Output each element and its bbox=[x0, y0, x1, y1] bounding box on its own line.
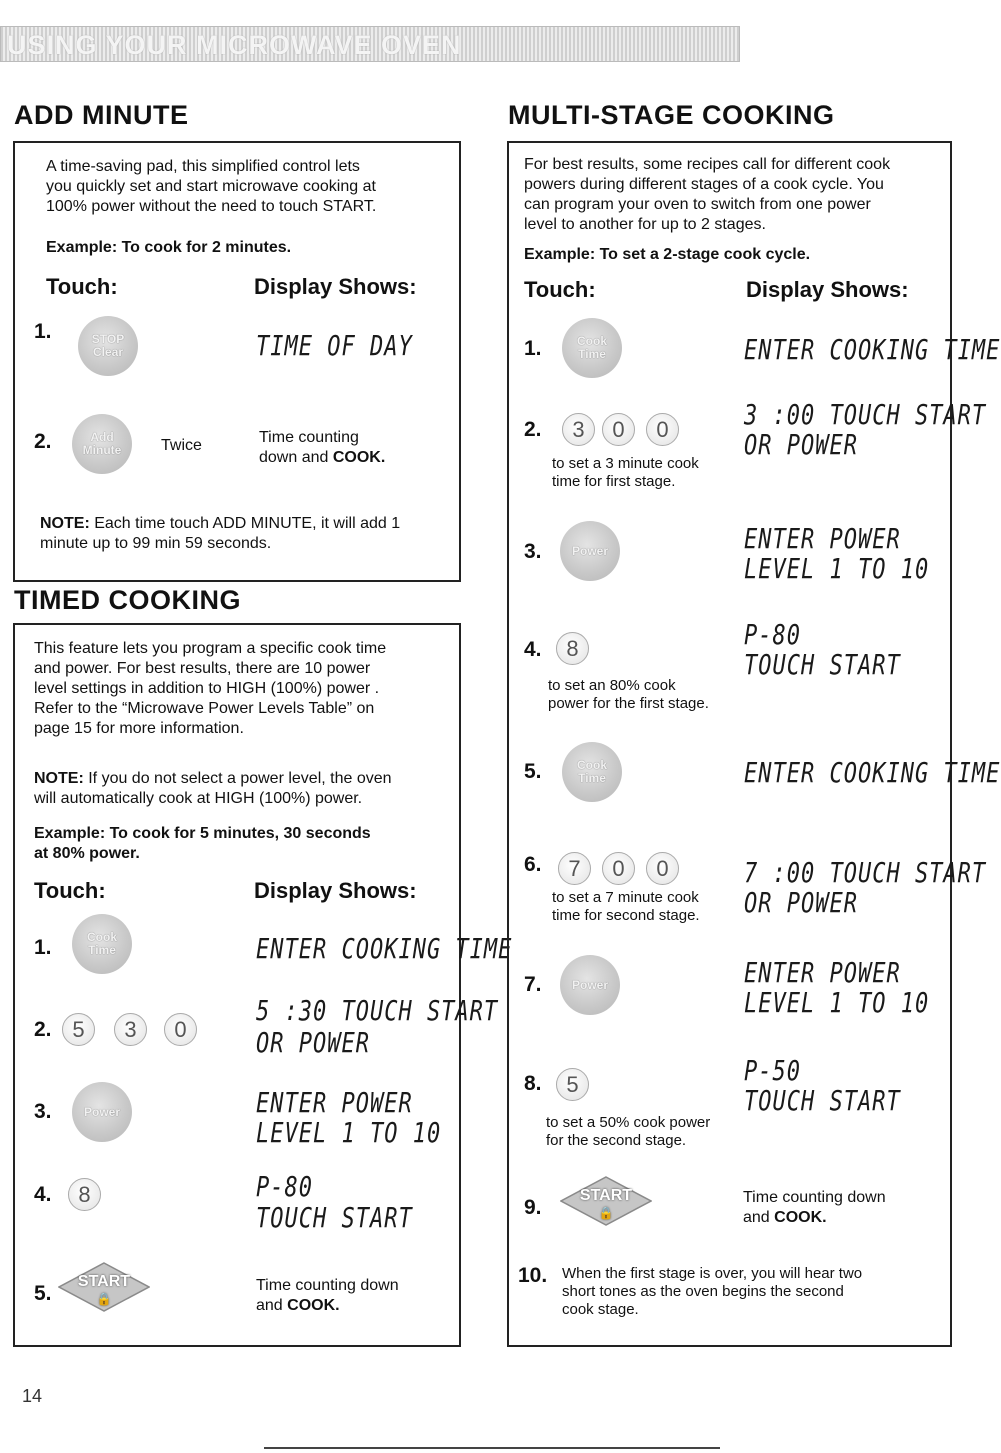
intro-line: For best results, some recipes call for different cook bbox=[524, 156, 891, 173]
pad-label: Minute bbox=[82, 443, 122, 457]
pad-label: Power bbox=[571, 977, 608, 992]
step-number: 7. bbox=[524, 973, 542, 996]
caption-line: to set a 3 minute cook bbox=[552, 455, 699, 472]
lcd-display: 7 :00 TOUCH START bbox=[744, 858, 987, 890]
number-key-5[interactable]: 5 bbox=[62, 1013, 95, 1046]
caption-line: time for second stage. bbox=[552, 907, 700, 924]
power-pad[interactable] bbox=[560, 955, 620, 1015]
lcd-display: LEVEL 1 TO 10 bbox=[744, 554, 930, 586]
text-line: short tones as the oven begins the second bbox=[562, 1283, 844, 1300]
intro-line: powers during different stages of a cook cycle. You bbox=[524, 176, 884, 193]
multi-intro bbox=[524, 155, 890, 235]
caption-line: to set a 7 minute cook bbox=[552, 889, 699, 906]
number-key-3[interactable]: 3 bbox=[562, 413, 595, 446]
touch-header: Touch: bbox=[46, 274, 118, 299]
intro-line: This feature lets you program a specific cook time bbox=[34, 640, 387, 657]
note-label: NOTE: bbox=[40, 515, 90, 532]
pad-label: Clear bbox=[92, 345, 124, 359]
step-number: 1. bbox=[524, 337, 542, 360]
power-pad[interactable] bbox=[72, 1082, 132, 1142]
example-line: at 80% power. bbox=[34, 845, 140, 862]
cook-word: COOK. bbox=[287, 1297, 340, 1314]
lcd-display: TOUCH START bbox=[744, 1086, 901, 1118]
number-key-8[interactable]: 8 bbox=[556, 632, 589, 665]
start-pad[interactable] bbox=[58, 1262, 150, 1312]
lcd-display: OR POWER bbox=[744, 888, 858, 920]
display-header: Display Shows: bbox=[254, 878, 417, 903]
page-number: 14 bbox=[22, 1386, 43, 1406]
intro-line: level to another for up to 2 stages. bbox=[524, 216, 766, 233]
caption-line: time for first stage. bbox=[552, 473, 676, 490]
number-key-7[interactable]: 7 bbox=[558, 852, 591, 885]
lock-icon: 🔒 bbox=[598, 1206, 614, 1220]
pad-label: Cook bbox=[577, 334, 607, 348]
intro-line: and power. For best results, there are 10 power bbox=[34, 660, 371, 677]
step-number: 9. bbox=[524, 1196, 542, 1219]
note-line: Each time touch ADD MINUTE, it will add 1 bbox=[94, 515, 401, 532]
number-key-0[interactable]: 0 bbox=[164, 1013, 197, 1046]
add-minute-pad[interactable] bbox=[72, 414, 132, 474]
cook-word: COOK. bbox=[332, 449, 386, 466]
step-number: 1. bbox=[34, 936, 52, 959]
number-key-0[interactable]: 0 bbox=[602, 852, 635, 885]
text-line: cook stage. bbox=[562, 1301, 639, 1318]
number-key-5[interactable]: 5 bbox=[556, 1068, 589, 1101]
lcd-display: ENTER POWER bbox=[256, 1088, 413, 1120]
display-line: Time counting down bbox=[743, 1189, 886, 1206]
lcd-display: 5 :30 TOUCH START bbox=[256, 996, 499, 1028]
stop-clear-pad[interactable] bbox=[78, 316, 138, 376]
lock-icon: 🔒 bbox=[96, 1292, 112, 1306]
note-line: will automatically cook at HIGH (100%) power. bbox=[34, 790, 363, 807]
caption-line: to set an 80% cook bbox=[548, 677, 676, 694]
pad-label: Cook bbox=[87, 930, 117, 944]
step-caption bbox=[552, 889, 700, 925]
step-caption bbox=[548, 677, 709, 713]
intro-line: can program your oven to switch from one power bbox=[524, 196, 871, 213]
intro-line: level settings in addition to HIGH (100%) power . bbox=[34, 680, 380, 697]
number-key-0[interactable]: 0 bbox=[602, 413, 635, 446]
lcd-display: P-80 bbox=[256, 1172, 313, 1204]
step-number: 2. bbox=[34, 1018, 52, 1041]
note-label: NOTE: bbox=[34, 770, 84, 787]
timed-example bbox=[34, 824, 371, 864]
note-line: minute up to 99 min 59 seconds. bbox=[40, 535, 272, 552]
step-number: 5. bbox=[34, 1282, 52, 1305]
cook-time-pad[interactable] bbox=[562, 742, 622, 802]
step-number: 10. bbox=[518, 1264, 548, 1287]
display-text bbox=[743, 1188, 886, 1228]
step-number: 4. bbox=[524, 638, 542, 661]
lcd-display: OR POWER bbox=[256, 1028, 370, 1060]
step-caption bbox=[552, 455, 699, 491]
timed-cooking-title: TIMED COOKING bbox=[14, 585, 241, 615]
number-key-8[interactable]: 8 bbox=[68, 1178, 101, 1211]
lcd-display: ENTER POWER bbox=[744, 958, 901, 990]
lcd-display: 3 :00 TOUCH START bbox=[744, 400, 987, 432]
lcd-display: LEVEL 1 TO 10 bbox=[256, 1118, 442, 1150]
step-number: 2. bbox=[34, 430, 52, 453]
intro-line: 100% power without the need to touch START. bbox=[46, 198, 377, 215]
lcd-display: TIME OF DAY bbox=[256, 331, 413, 363]
multi-stage-title: MULTI-STAGE COOKING bbox=[508, 100, 835, 130]
step-number: 3. bbox=[524, 540, 542, 563]
intro-line: you quickly set and start microwave cooking at bbox=[46, 178, 376, 195]
display-text bbox=[256, 1276, 399, 1316]
add-minute-intro bbox=[46, 157, 376, 217]
step-number: 6. bbox=[524, 853, 542, 876]
lcd-display: P-80 bbox=[744, 620, 801, 652]
intro-line: page 15 for more information. bbox=[34, 720, 244, 737]
number-key-3[interactable]: 3 bbox=[114, 1013, 147, 1046]
banner-title: USING YOUR MICROWAVE OVEN bbox=[7, 30, 462, 60]
cook-time-pad[interactable] bbox=[562, 318, 622, 378]
display-line: Time counting down bbox=[256, 1277, 399, 1294]
number-key-0[interactable]: 0 bbox=[646, 852, 679, 885]
timed-note bbox=[34, 769, 392, 809]
multi-example: Example: To set a 2-stage cook cycle. bbox=[524, 246, 811, 263]
display-line: and bbox=[256, 1297, 288, 1314]
pad-label: Cook bbox=[577, 758, 607, 772]
display-text bbox=[259, 428, 385, 468]
pad-label: Add bbox=[90, 430, 114, 444]
text-line: When the first stage is over, you will hear two bbox=[562, 1265, 863, 1282]
lcd-display: ENTER POWER bbox=[744, 524, 901, 556]
display-header: Display Shows: bbox=[254, 274, 417, 299]
display-header: Display Shows: bbox=[746, 277, 909, 302]
pad-label: Power bbox=[571, 543, 608, 558]
cook-word: COOK. bbox=[774, 1209, 827, 1226]
multi-stage-box bbox=[507, 141, 952, 1347]
bottom-rule bbox=[264, 1447, 720, 1449]
display-line: and bbox=[743, 1209, 775, 1226]
lcd-display: OR POWER bbox=[744, 430, 858, 462]
lcd-display: P-50 bbox=[744, 1056, 801, 1088]
step-10-text bbox=[562, 1265, 862, 1319]
page-banner bbox=[0, 26, 740, 62]
pad-label: Time bbox=[88, 943, 116, 957]
step-number: 2. bbox=[524, 418, 542, 441]
lcd-display: ENTER COOKING TIME bbox=[744, 335, 1001, 367]
lcd-display: ENTER COOKING TIME bbox=[744, 758, 1001, 790]
step-number: 4. bbox=[34, 1183, 52, 1206]
caption-line: to set a 50% cook power bbox=[546, 1114, 711, 1131]
step-number: 5. bbox=[524, 760, 542, 783]
lcd-display: TOUCH START bbox=[256, 1203, 413, 1235]
start-label: START bbox=[579, 1187, 633, 1204]
add-minute-title: ADD MINUTE bbox=[14, 100, 189, 130]
lcd-display: LEVEL 1 TO 10 bbox=[744, 988, 930, 1020]
lcd-display: TOUCH START bbox=[744, 650, 901, 682]
display-line: Time counting bbox=[259, 429, 359, 446]
add-minute-note bbox=[40, 514, 400, 554]
step-note: Twice bbox=[161, 437, 202, 454]
touch-header: Touch: bbox=[34, 878, 106, 903]
pad-label: Power bbox=[83, 1104, 120, 1119]
note-line: If you do not select a power level, the oven bbox=[83, 770, 392, 787]
power-pad[interactable] bbox=[560, 521, 620, 581]
display-line: down and bbox=[259, 449, 333, 466]
intro-line: Refer to the “Microwave Power Levels Table” on bbox=[34, 700, 375, 717]
step-number: 8. bbox=[524, 1072, 542, 1095]
caption-line: power for the first stage. bbox=[548, 695, 709, 712]
add-minute-example: Example: To cook for 2 minutes. bbox=[46, 239, 292, 256]
start-pad[interactable] bbox=[560, 1176, 652, 1226]
number-key-0[interactable]: 0 bbox=[646, 413, 679, 446]
caption-line: for the second stage. bbox=[546, 1132, 687, 1149]
start-label: START bbox=[77, 1273, 131, 1290]
pad-label: STOP bbox=[91, 332, 125, 346]
pad-label: Time bbox=[578, 771, 606, 785]
lcd-display: ENTER COOKING TIME bbox=[256, 934, 513, 966]
step-caption bbox=[546, 1114, 710, 1150]
touch-header: Touch: bbox=[524, 277, 596, 302]
timed-intro bbox=[34, 639, 386, 739]
step-number: 1. bbox=[34, 320, 52, 343]
cook-time-pad[interactable] bbox=[72, 914, 132, 974]
step-number: 3. bbox=[34, 1100, 52, 1123]
pad-label: Time bbox=[578, 347, 606, 361]
intro-line: A time-saving pad, this simplified control lets bbox=[46, 158, 360, 175]
example-line: Example: To cook for 5 minutes, 30 seconds bbox=[34, 825, 371, 842]
